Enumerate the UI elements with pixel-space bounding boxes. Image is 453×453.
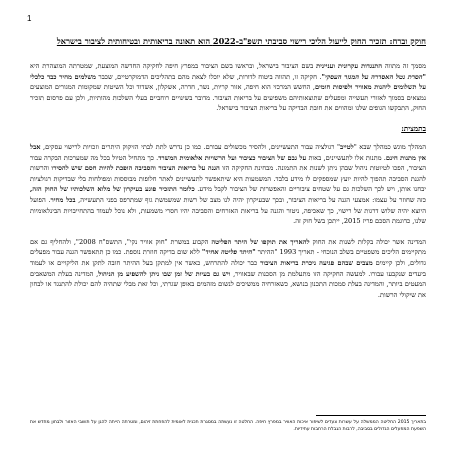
permit-text: כבר יכולה להתרחש, כאשר אין למתקן בעל ההיתר חובה לתקן את הליקויים או לעמוד ביעדים שנקבעו עבורו. למעשה החקיקה הזו מתעלמת מן הסכנות שבאוויר,	[30, 258, 426, 278]
permit-text: הקבוע במשרת "חוק אוויר נקי", התשס"ח 2008", ולהחליף גם אם מתקיימים הליכים משפטיים בשלב הנוכחי - תאריך 1993 "ההיתר	[30, 237, 426, 257]
summary-bold: על גבם של הציבור כציבור ועל הרשויות אלאומית המשרד	[158, 153, 307, 162]
summary-paragraph	[30, 142, 426, 227]
summary-text: המהלך מוגש כמהלך שבא "	[353, 142, 426, 151]
summary-bold: בכל מחיר	[50, 195, 76, 204]
intro-text: מסמך זה מתווה	[382, 62, 426, 70]
summary-text: " רגולציה עבור התעשיינים, ולהסיר מכשולים עבורם. כמו כן נדרש לתת לבתי הזיקוק היתרים וזכויות לרישוי עסקים,	[40, 142, 341, 151]
section-heading: בתמצית:	[401, 123, 426, 133]
summary-text: . כך מתחיל הטיול בכל מה שמערכות הבקרה עבור הציבור, הפכו לטיוטות ניהול שבהן ניתן לשנות את התמונה. מבחינת החקיקה הזו	[30, 153, 426, 173]
footnote-divider	[316, 415, 426, 416]
permit-text: , המדינה בעלת המשאבים המעטים ביותר, והמדינה בעלת סמכות התכנון בנושא, כשאזרחיה ממשיכים לנשום מזהמים באופן שגרתי, וכל זאת מבלי שתהיה להם יכולת להתנגד או לבחון את שיקולי הרשות.	[30, 269, 426, 299]
permit-bold: ויש גם בעיות של זמן שבו ניתן להשפיע מן הניהול	[98, 269, 231, 278]
footnote-text: בתאריך 2015 החליטה הממשלה על עשרות צעדים לשיפור איכות האוויר במפרץ חיפה. החלטה זו נעשתה במסגרת תכנית לאומית להפחתת זיהום, ומטרתה הייתה להגן על תושבי האזור ולבחון מחדש את השפעת המפעלים הגדולים בסביבה, לרבות הגבלת הרחבות עתידיות.	[30, 420, 426, 432]
summary-bold: הגנה על בריאות הציבור והסביבה הופכת להיות חסם שיש להסירו	[51, 164, 220, 173]
permit-bold: מצבים שבהם פגיעה ניכרת בריאות הציבור	[260, 258, 373, 267]
summary-bold: כלומר התזכיר פוגע בעיקרון של מלוא השלכותיו של החוק הזה,	[30, 185, 195, 194]
intro-text: , החשש המרכזי הוא חיפה, אזור קריות, נשר, חדרה, אשקלון, אשדוד וכל השיטות שמקומות המגורים המוצעים נמצאים בסמוך לאזורי תעשייה ומפעלים שתוצאותיהם משפיעים על בריאות הציבור. מדובר בשינויים רוחביים בעלי השלכות מהותיות, ולכן עם פרסום תזכיר החוק, התבקשו הגופים שלנו ומהווים את חובת הבדיקה על בריאות הציבור בישראל.	[30, 83, 426, 113]
document-body	[30, 36, 426, 310]
footnote	[30, 419, 426, 433]
permit-paragraph	[30, 237, 426, 301]
summary-text: והרשות להגנת הסביבה תהפוך להיות יועץ שמספקים לו מידע בלבד. המשמעות היא שיתאפשר לתעשיינים לאתר חלופות מבוססות ומפולחות בלי שבדיקות רגולציות יבחנו אותן, ויש לכך השלכות גם על שטחים ציבוריים והאפשרות של הציבור לקבל מידע.	[30, 164, 426, 194]
summary-bold: אבל אין מתנות חינם	[30, 142, 426, 162]
permit-bold-italic: "היתר פליטה אחיד"	[201, 248, 256, 257]
intro-paragraph	[30, 61, 426, 114]
document-title: חוקק וברח: תזכיר החוק לייעול הליכי רישוי סביבתי תשפ"ב-2022 הוא תאונה בריאותית ובטיחותית לציבור בישראל	[56, 36, 426, 46]
intro-bold: משלמים מחיר כבד כלכלי על תשלומים ליהנות מאוויר ולפיסות חומים	[30, 72, 426, 92]
intro-bold-italic: "הסרת נטל האסדרה על המגזר העסקי"	[321, 72, 426, 81]
summary-text: כזה שחוזר על עצמו: אמצעי הגנה על בריאות הציבור, ובכך שבעיקרון יהיה לנו מצב של רשות שמשמשת גוף שמתרפס בפני התעשייה,	[75, 195, 426, 204]
summary-bold: לטייב	[340, 142, 354, 151]
summary-text: . הפועל היוצא יהיה שלוש דרגות של רישוי, כך שאכיפה, ניטור והגנה על בריאות האזרחים והסביבה יהיו חסרי משמעות, ולא נוכל לעמוד בהתחייבויות הבינלאומיות שלנו, כדוגמת הסכם פריז 2015, ייתכן בשל חוק זה.	[30, 195, 426, 226]
page-number: 1	[27, 14, 32, 23]
summary-text: . מתנות אלו לתעשיינים, באות	[306, 153, 386, 162]
permit-bold: להאריך את תוקפו של היתר הפליטה	[211, 237, 310, 246]
intro-text: בשם הציבור בישראל, ובראשו בשם הציבור במפרץ חיפה לחקיקה החדשה המוצעת, שמטרתה המוצהרת היא	[30, 62, 317, 70]
permit-text: ללא שום בדיקה חוזרת נוספת. כמו כן תתאפשר הגנה עבור מפעלים גדולים, ולכן קיימים	[30, 248, 427, 267]
intro-text: . חקיקה זו, תהווה ביטוח לדורות,	[234, 72, 322, 81]
permit-text: המדינה אשר יכולה בקלות לשנות את החוק	[309, 237, 426, 246]
intro-text: שלא יוכלו לצאת מהם בתהליכים הדמוקרטיים, שכבר	[95, 72, 235, 81]
intro-bold: התנגדות עקרונית ועניינית	[316, 62, 383, 70]
